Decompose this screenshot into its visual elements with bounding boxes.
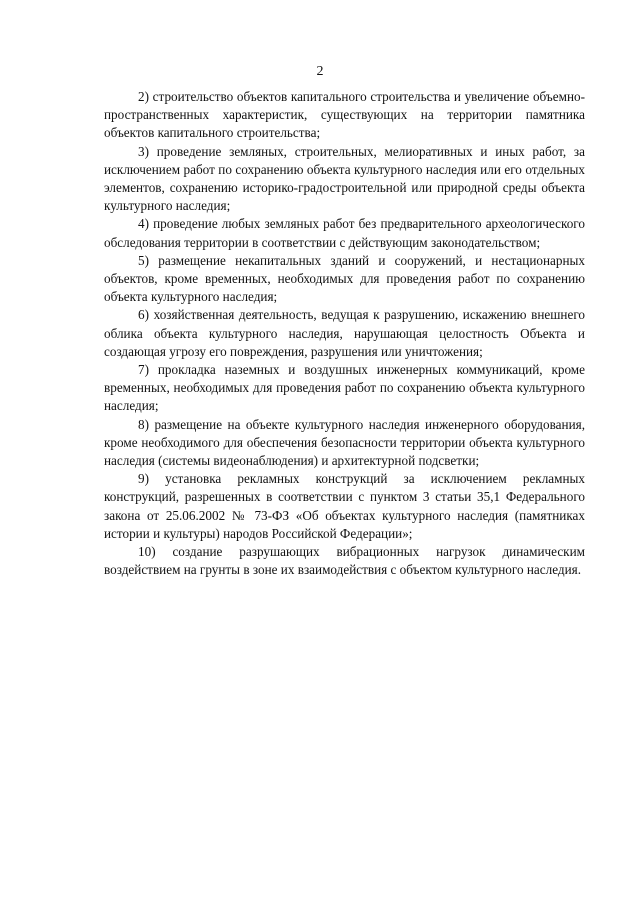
list-item: 5) размещение некапитальных зданий и сооружений, и нестационарных объектов, кроме временных, необходимых для проведения работ по сохранению объекта культурного наследия; [104,252,585,305]
page-number: 2 [316,64,324,79]
list-item: 9) установка рекламных конструкций за исключением рекламных конструкций, разрешенных в соответствии с пунктом 3 статьи 35,1 Федерального закона от 25.06.2002 № 73-ФЗ «Об объектах культурного наследия (памятниках истории и культуры) народов Российской Федерации»; [104,471,585,541]
list-item: 8) размещение на объекте культурного наследия инженерного оборудования, кроме необходимого для обеспечения безопасности территории объекта культурного наследия (системы видеонаблюдения) и архитектурной подсветки; [104,416,585,469]
list-item: 3) проведение земляных, строительных, мелиоративных и иных работ, за исключением работ по сохранению объекта культурного наследия или его отдельных элементов, сохранению историко-градостроительной или природной среды объекта культурного наследия; [104,143,585,214]
list-item: 6) хозяйственная деятельность, ведущая к разрушению, искажению внешнего облика объекта культурного наследия, нарушающая целостность Объекта и создающая угрозу его повреждения, разрушения или уничтожения; [104,307,585,359]
list-item: 2) строительство объектов капитального строительства и увеличение объемно-пространственных характеристик, существующих на территории памятника объектов капитального строительства; [104,89,585,141]
restrictions-list [104,88,585,579]
list-item: 7) прокладка наземных и воздушных инженерных коммуникаций, кроме временных, необходимых для проведения работ по сохранению объекта культурного наследия; [104,362,585,414]
list-item: 10) создание разрушающих вибрационных нагрузок динамическим воздействием на грунты в зоне их взаимодействия с объектом культурного наследия. [104,544,585,578]
list-item: 4) проведение любых земляных работ без предварительного археологического обследования территории в соответствии с действующим законодательством; [104,216,585,250]
